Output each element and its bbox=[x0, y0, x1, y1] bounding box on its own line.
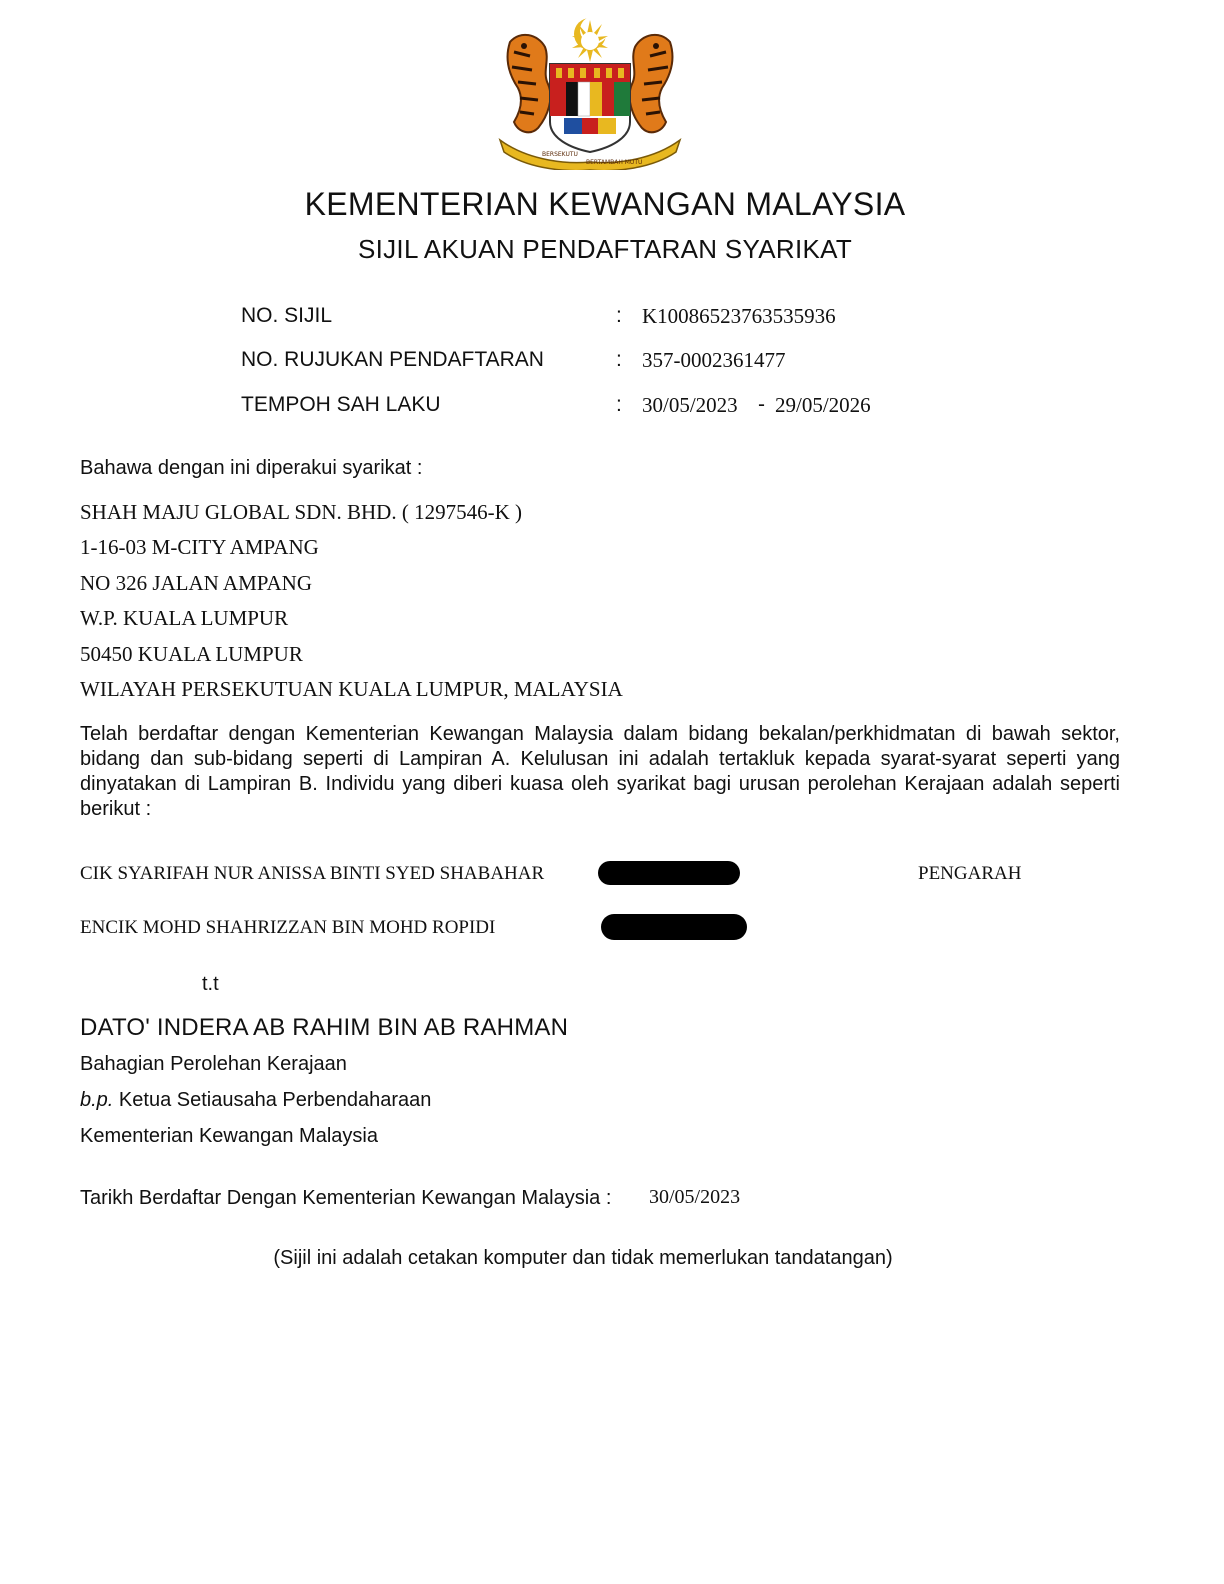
validity-colon: : bbox=[616, 393, 622, 416]
svg-text:BERSEKUTU: BERSEKUTU bbox=[542, 151, 578, 158]
address-line-4: 50450 KUALA LUMPUR bbox=[80, 642, 303, 666]
footer-note: (Sijil ini adalah cetakan komputer dan tidak memerlukan tandatangan) bbox=[273, 1247, 893, 1269]
validity-dash: - bbox=[758, 393, 765, 416]
redaction-mark-2 bbox=[601, 914, 747, 940]
svg-text:BERTAMBAH MUTU: BERTAMBAH MUTU bbox=[586, 159, 643, 166]
registration-paragraph: Telah berdaftar dengan Kementerian Kewangan Malaysia dalam bidang bekalan/perkhidmatan di bawah sektor, bidang dan sub-bidang seperti di Lampiran A. Kelulusan ini adalah tertakluk kepada syarat-syarat seperti yang dinyatakan di Lampiran B. Individu yang diberi kuasa oleh syarikat bagi urusan perolehan Kerajaan adalah seperti berikut : bbox=[80, 723, 1120, 820]
address-line-2: NO 326 JALAN AMPANG bbox=[80, 571, 313, 595]
cert-no-value: K10086523763535936 bbox=[642, 304, 836, 328]
signatory-division: Bahagian Perolehan Kerajaan bbox=[80, 1053, 347, 1075]
validity-end: 29/05/2026 bbox=[775, 393, 871, 417]
validity-start: 30/05/2023 bbox=[642, 393, 738, 417]
registration-date-value: 30/05/2023 bbox=[649, 1186, 741, 1208]
reg-ref-colon: : bbox=[616, 348, 622, 371]
reg-ref-value: 357-0002361477 bbox=[642, 348, 786, 372]
cert-no-label: NO. SIJIL bbox=[241, 304, 333, 327]
intro-text: Bahawa dengan ini diperakui syarikat : bbox=[80, 457, 423, 479]
reg-ref-label: NO. RUJUKAN PENDAFTARAN bbox=[241, 348, 544, 371]
company-name: SHAH MAJU GLOBAL SDN. BHD. ( 1297546-K ) bbox=[80, 500, 522, 524]
validity-label: TEMPOH SAH LAKU bbox=[241, 393, 441, 416]
authorized-person-1-name: CIK SYARIFAH NUR ANISSA BINTI SYED SHABAHAR bbox=[80, 863, 545, 884]
signatory-role-text: Ketua Setiausaha Perbendaharaan bbox=[118, 1089, 432, 1111]
ministry-title: KEMENTERIAN KEWANGAN MALAYSIA bbox=[304, 186, 906, 222]
redaction-mark-1 bbox=[598, 861, 740, 885]
authorized-person-2-name: ENCIK MOHD SHAHRIZZAN BIN MOHD ROPIDI bbox=[80, 917, 496, 938]
coat-of-arms bbox=[490, 12, 690, 170]
signatory-name: DATO' INDERA AB RAHIM BIN AB RAHMAN bbox=[80, 1014, 569, 1041]
address-line-1: 1-16-03 M-CITY AMPANG bbox=[80, 535, 319, 559]
signatory-ministry: Kementerian Kewangan Malaysia bbox=[80, 1125, 378, 1147]
bp-prefix: b.p. bbox=[80, 1089, 114, 1111]
registration-date-label: Tarikh Berdaftar Dengan Kementerian Kewangan Malaysia : bbox=[80, 1187, 612, 1209]
authorized-person-1-position: PENGARAH bbox=[918, 863, 1022, 884]
address-line-5: WILAYAH PERSEKUTUAN KUALA LUMPUR, MALAYSIA bbox=[80, 677, 623, 701]
cert-no-colon: : bbox=[616, 304, 622, 327]
certificate-title: SIJIL AKUAN PENDAFTARAN SYARIKAT bbox=[357, 234, 853, 264]
malaysia-coat-of-arms-icon bbox=[490, 12, 690, 170]
signatory-role bbox=[80, 1089, 431, 1112]
tt-mark: t.t bbox=[202, 973, 219, 995]
address-line-3: W.P. KUALA LUMPUR bbox=[80, 606, 289, 630]
